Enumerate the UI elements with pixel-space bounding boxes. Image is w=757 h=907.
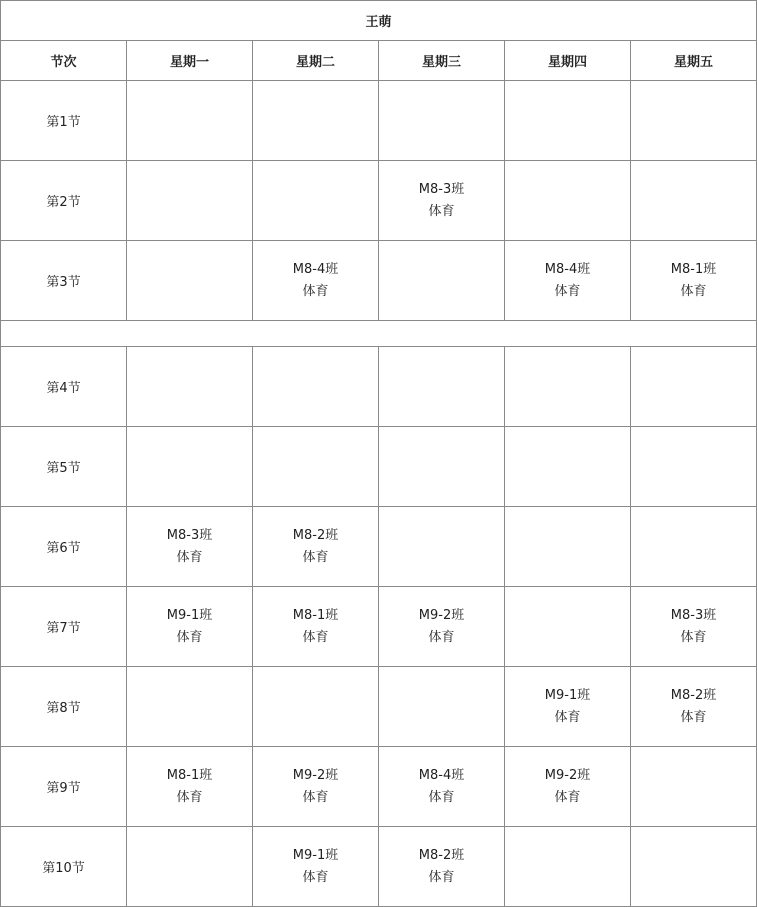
subject-name: 体育 xyxy=(302,869,329,885)
period-row xyxy=(1,507,757,587)
schedule-cell xyxy=(631,827,757,907)
subject-name: 体育 xyxy=(428,203,455,219)
schedule-cell xyxy=(379,827,505,907)
break-row xyxy=(1,321,757,347)
period-label: 第8节 xyxy=(1,667,127,747)
subject-name: 体育 xyxy=(176,629,203,645)
period-label: 第9节 xyxy=(1,747,127,827)
class-name: M8-3班 xyxy=(418,181,465,197)
class-name: M8-1班 xyxy=(166,767,213,783)
subject-name: 体育 xyxy=(680,709,707,725)
class-name: M8-4班 xyxy=(544,261,591,277)
schedule-cell xyxy=(127,507,253,587)
period-label: 第2节 xyxy=(1,161,127,241)
schedule-cell xyxy=(505,347,631,427)
schedule-cell xyxy=(379,347,505,427)
period-row xyxy=(1,161,757,241)
class-name: M9-1班 xyxy=(292,847,339,863)
subject-name: 体育 xyxy=(680,629,707,645)
header-row xyxy=(1,41,757,81)
header-friday: 星期五 xyxy=(631,41,757,81)
class-name: M8-2班 xyxy=(670,687,717,703)
schedule-cell xyxy=(253,161,379,241)
schedule-cell xyxy=(379,427,505,507)
schedule-cell xyxy=(127,587,253,667)
subject-name: 体育 xyxy=(428,869,455,885)
schedule-cell xyxy=(505,587,631,667)
schedule-cell xyxy=(505,507,631,587)
schedule-cell xyxy=(379,161,505,241)
header-wednesday: 星期三 xyxy=(379,41,505,81)
schedule-cell xyxy=(127,347,253,427)
class-name: M8-2班 xyxy=(418,847,465,863)
break-divider xyxy=(1,321,757,347)
schedule-cell xyxy=(505,667,631,747)
schedule-cell xyxy=(127,747,253,827)
subject-name: 体育 xyxy=(554,789,581,805)
schedule-cell xyxy=(631,347,757,427)
schedule-cell xyxy=(379,507,505,587)
class-name: M8-1班 xyxy=(670,261,717,277)
period-label: 第4节 xyxy=(1,347,127,427)
schedule-cell xyxy=(631,81,757,161)
header-period: 节次 xyxy=(1,41,127,81)
class-name: M8-3班 xyxy=(166,527,213,543)
class-name: M9-1班 xyxy=(544,687,591,703)
schedule-cell xyxy=(505,81,631,161)
schedule-cell xyxy=(127,827,253,907)
schedule-cell xyxy=(127,81,253,161)
schedule-cell xyxy=(505,747,631,827)
schedule-cell xyxy=(379,667,505,747)
period-label: 第1节 xyxy=(1,81,127,161)
schedule-cell xyxy=(253,587,379,667)
subject-name: 体育 xyxy=(554,709,581,725)
schedule-cell xyxy=(379,241,505,321)
period-row xyxy=(1,587,757,667)
subject-name: 体育 xyxy=(176,789,203,805)
schedule-cell xyxy=(631,747,757,827)
class-name: M8-4班 xyxy=(418,767,465,783)
period-row xyxy=(1,667,757,747)
schedule-cell xyxy=(379,81,505,161)
schedule-cell xyxy=(253,427,379,507)
subject-name: 体育 xyxy=(176,549,203,565)
subject-name: 体育 xyxy=(680,283,707,299)
timetable-title: 王萌 xyxy=(1,1,757,41)
schedule-cell xyxy=(253,667,379,747)
class-name: M9-2班 xyxy=(292,767,339,783)
schedule-cell xyxy=(631,241,757,321)
header-monday: 星期一 xyxy=(127,41,253,81)
schedule-cell xyxy=(127,427,253,507)
class-name: M8-3班 xyxy=(670,607,717,623)
subject-name: 体育 xyxy=(428,629,455,645)
header-thursday: 星期四 xyxy=(505,41,631,81)
schedule-cell xyxy=(253,507,379,587)
title-row xyxy=(1,1,757,41)
schedule-cell xyxy=(379,747,505,827)
schedule-cell xyxy=(253,827,379,907)
class-name: M9-2班 xyxy=(544,767,591,783)
subject-name: 体育 xyxy=(302,629,329,645)
subject-name: 体育 xyxy=(428,789,455,805)
schedule-cell xyxy=(505,827,631,907)
period-row xyxy=(1,747,757,827)
schedule-cell xyxy=(505,241,631,321)
class-name: M8-2班 xyxy=(292,527,339,543)
period-row xyxy=(1,241,757,321)
subject-name: 体育 xyxy=(302,789,329,805)
schedule-cell xyxy=(253,747,379,827)
schedule-cell xyxy=(631,667,757,747)
period-label: 第10节 xyxy=(1,827,127,907)
period-row xyxy=(1,81,757,161)
class-name: M8-1班 xyxy=(292,607,339,623)
schedule-cell xyxy=(505,427,631,507)
class-name: M8-4班 xyxy=(292,261,339,277)
schedule-cell xyxy=(253,81,379,161)
class-name: M9-2班 xyxy=(418,607,465,623)
schedule-cell xyxy=(631,587,757,667)
subject-name: 体育 xyxy=(302,283,329,299)
period-label: 第7节 xyxy=(1,587,127,667)
schedule-cell xyxy=(379,587,505,667)
period-row xyxy=(1,427,757,507)
subject-name: 体育 xyxy=(302,549,329,565)
period-row xyxy=(1,827,757,907)
period-label: 第6节 xyxy=(1,507,127,587)
schedule-cell xyxy=(631,161,757,241)
schedule-cell xyxy=(253,241,379,321)
schedule-cell xyxy=(631,427,757,507)
period-row xyxy=(1,347,757,427)
subject-name: 体育 xyxy=(554,283,581,299)
period-label: 第3节 xyxy=(1,241,127,321)
header-tuesday: 星期二 xyxy=(253,41,379,81)
period-label: 第5节 xyxy=(1,427,127,507)
class-name: M9-1班 xyxy=(166,607,213,623)
schedule-cell xyxy=(127,161,253,241)
schedule-cell xyxy=(127,241,253,321)
schedule-cell xyxy=(253,347,379,427)
schedule-cell xyxy=(127,667,253,747)
schedule-cell xyxy=(505,161,631,241)
schedule-cell xyxy=(631,507,757,587)
